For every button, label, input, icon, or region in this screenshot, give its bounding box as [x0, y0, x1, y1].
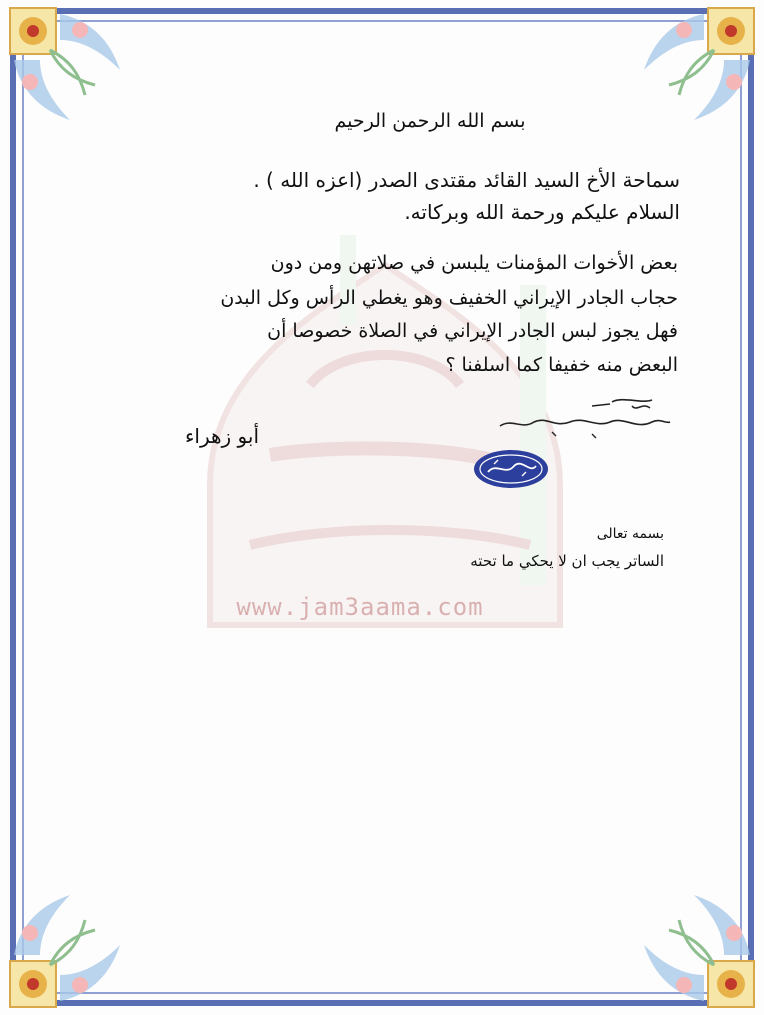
question-line: بعض الأخوات المؤمنات يلبسن في صلاتهن ومن دون [270, 252, 678, 274]
watermark-url: www.jam3aama.com [236, 593, 484, 621]
question-line: حجاب الجادر الإيراني الخفيف وهو يغطي الرأس وكل البدن [220, 287, 678, 309]
corner-ornament-icon [614, 865, 764, 1015]
question-line: البعض منه خفيفا كما اسلفنا ؟ [445, 354, 678, 376]
question-line: فهل يجوز لبس الجادر الإيراني في الصلاة خصوصا أن [267, 320, 678, 342]
greeting-line: السلام عليكم ورحمة الله وبركاته. [404, 200, 680, 224]
basmala-heading: بسم الله الرحمن الرحيم [334, 110, 526, 132]
signer-name: أبو زهراء [184, 424, 259, 448]
handwritten-note-icon [492, 392, 672, 442]
corner-ornament-icon [0, 865, 150, 1015]
official-seal-icon [472, 448, 550, 490]
corner-ornament-icon [0, 0, 150, 150]
salutation-line: سماحة الأخ السيد القائد مقتدى الصدر (اعزه الله ) . [253, 168, 680, 192]
reply-text: الساتر يجب ان لا يحكي ما تحته [470, 552, 664, 570]
reply-heading: بسمه تعالى [596, 526, 664, 542]
corner-ornament-icon [614, 0, 764, 150]
